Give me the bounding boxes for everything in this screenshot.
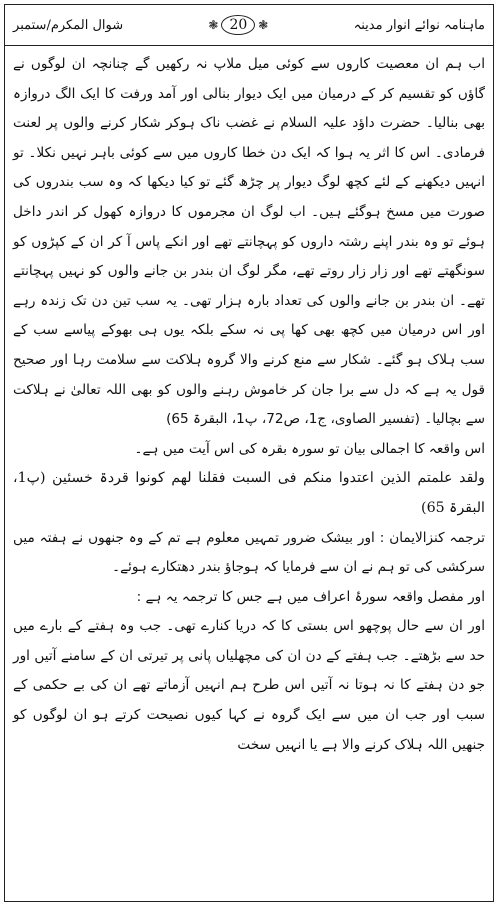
issue-date: شوال المکرم/ستمبر — [13, 17, 124, 33]
right-ornament-icon: ❃ — [258, 18, 269, 32]
paragraph-intro-verse: اس واقعہ کا اجمالی بیان تو سورہ بقرہ کی اس آیت میں ہے۔ — [134, 440, 485, 457]
magazine-page — [4, 4, 494, 902]
page-header — [5, 5, 493, 46]
quranic-verse: ولقد علمتم الذین اعتدوا منکم فی السبت فقلنا لھم کونوا قردۃ خسئین (پ1، البقرۃ 65) — [13, 470, 485, 516]
paragraph-translation: ترجمہ کنزالایمان : اور بیشک ضرور تمہیں معلوم ہے تم کے وہ جنھوں نے ہفتہ میں سرکشی کی تو ہم نے ان سے فرمایا کہ ہوجاؤ بندر دھتکارے ہوئے۔ — [13, 529, 485, 576]
page-number-badge — [208, 15, 268, 35]
paragraph-narrative: اب ہم ان معصیت کاروں سے کوئی میل ملاپ نہ رکھیں گے چنانچہ ان لوگوں نے گاؤں کو تقسیم کر کے درمیان میں ایک دیوار بنالی اور آمد ورفت کا ایک الگ دروازہ بھی بنالیا۔ حضرت داؤد علیہ السلام نے غضب ناک ہوکر شکار کرنے والوں پر لعنت فرمادی۔ اس کا اثر یہ ہوا کہ ایک دن خطا کاروں میں سے کوئی باہر نہیں نکلا۔ تو انہیں دیکھنے کے لئے کچھ لوگ دیوار پر چڑھ گئے تو کیا دیکھا کہ وہ سب بندروں کی صورت میں مسخ ہوگئے ہیں۔ اب لوگ ان مجرموں کا دروازہ کھول کر اندر داخل ہوئے تو وہ بندر اپنے رشتہ داروں کو پہچانتے تھے اور انکے پاس آ کر ان کے کپڑوں کو سونگھتے تھے اور زار زار روتے تھے، مگر لوگ ان بندر بن جانے والوں کو نہیں پہچانتے تھے۔ ان بندر بن جانے والوں کی تعداد بارہ ہزار تھی۔ یہ سب تین دن تک زندہ رہے اور اس درمیان میں کچھ بھی کھا پی نہ سکے بلکہ یوں ہی بھوکے پیاسے سب کے سب ہلاک ہو گئے۔ شکار سے منع کرنے والا گروہ ہلاکت سے سلامت رہا اور صحیح قول یہ ہے کہ دل سے برا جان کر خاموش رہنے والوں کو بھی اللہ تعالیٰ نے ہلاکت سے بچالیا۔ (تفسیر الصاوی، ج1، ص72، پ1، البقرۃ 65) — [13, 56, 485, 428]
page-number: 20 — [221, 15, 255, 35]
magazine-title: ماہنامہ نوائے انوار مدینہ — [353, 17, 485, 33]
paragraph-detail-intro: اور مفصل واقعہ سورۂ اعراف میں ہے جس کا ترجمہ یہ ہے : — [136, 588, 485, 605]
article-body — [5, 46, 493, 760]
left-ornament-icon: ❃ — [208, 18, 219, 32]
paragraph-araf-translation: اور ان سے حال پوچھو اس بستی کا کہ دریا کنارے تھی۔ جب وہ ہفتے کے بارے میں حد سے بڑھتے۔ جب ہفتے کے دن ان کی مچھلیاں پانی پر تیرتی ان کے سامنے آتیں اور جو دن ہفتے کا نہ ہوتا نہ آتیں اس طرح ہم انہیں آزماتے تھے ان کی بے حکمی کے سبب اور جب ان میں سے ایک گروہ نے کہا کیوں نصیحت کرتے ہو ان لوگوں کو جنھیں اللہ ہلاک کرنے والا ہے یا انہیں سخت — [13, 618, 485, 753]
